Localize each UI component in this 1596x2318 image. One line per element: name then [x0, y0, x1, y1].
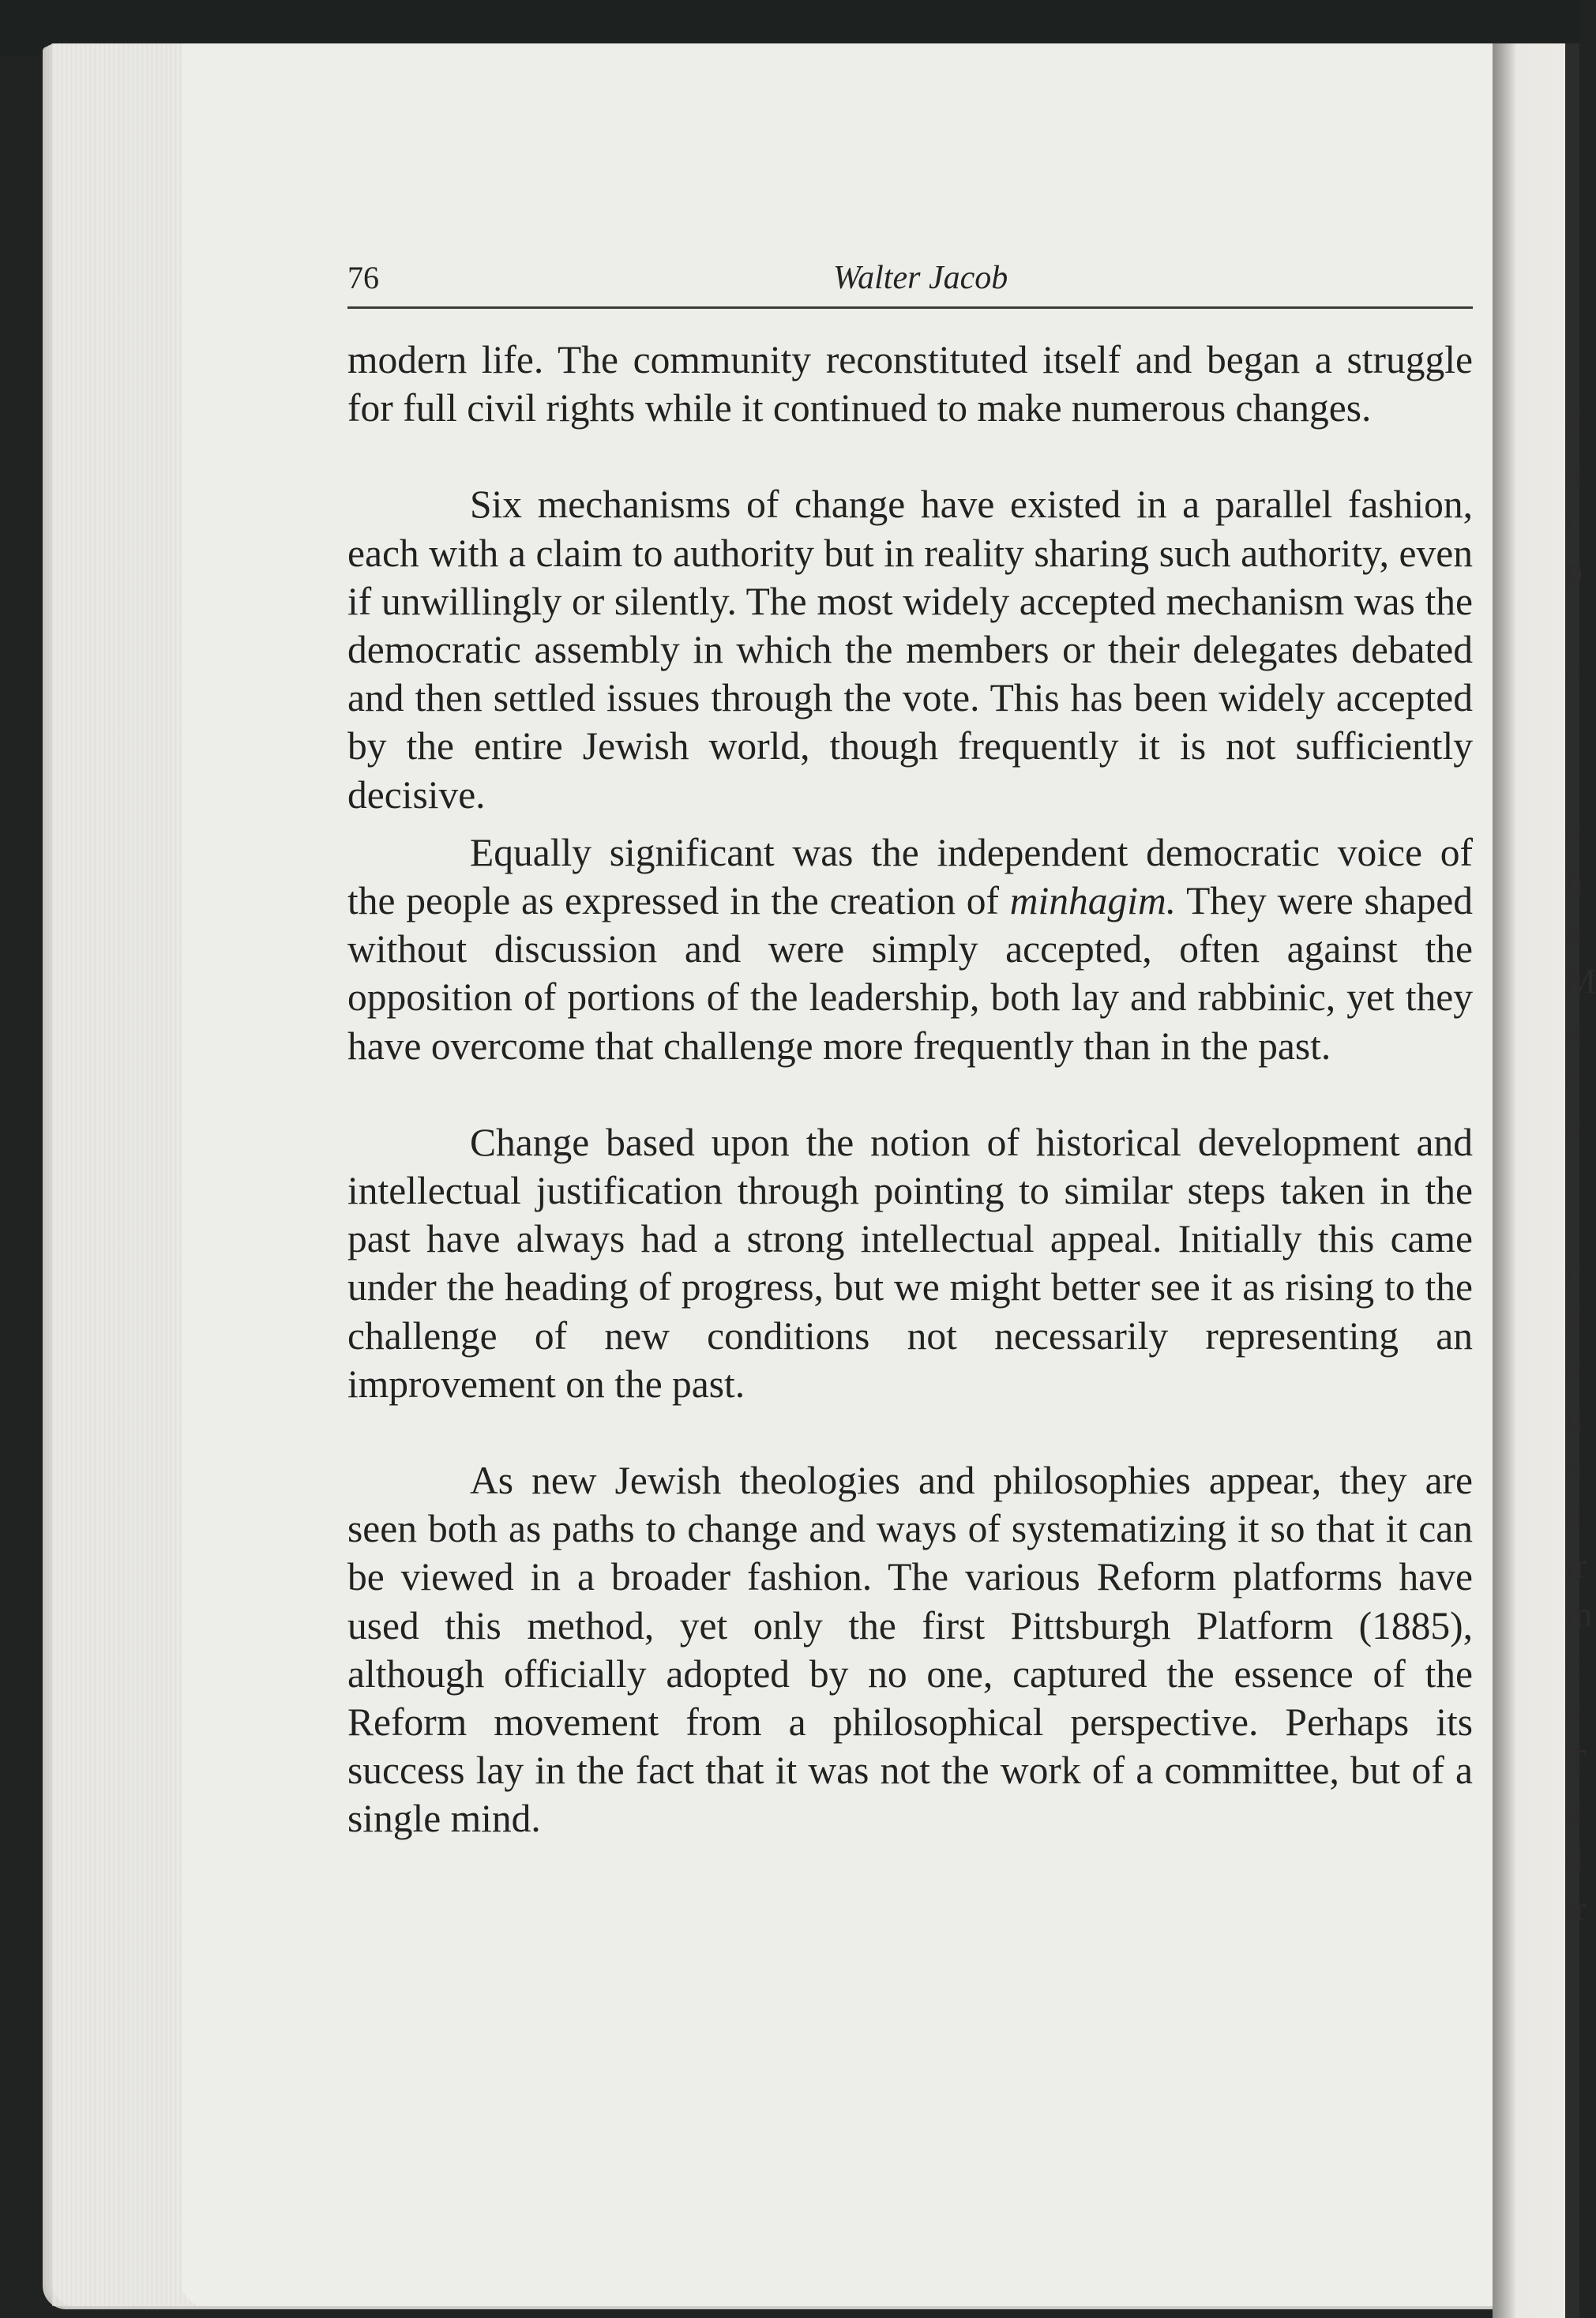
facing-page-letter: h — [1565, 864, 1583, 903]
facing-page-letter: ir — [1565, 1546, 1587, 1585]
facing-page-letter: tr — [1565, 1889, 1587, 1928]
facing-page-letter: u — [1565, 1399, 1583, 1438]
body-text — [347, 336, 1473, 1843]
facing-page-letter: m — [1565, 1595, 1593, 1634]
facing-page-letter: J — [1565, 404, 1579, 442]
facing-page-letter: r — [1565, 1253, 1577, 1291]
paragraph-text: Equally significant was the independent democratic voice of the people as expressed in the creation of — [347, 830, 1473, 923]
facing-page-letter: c — [1565, 1497, 1581, 1536]
page-gutter-shadow — [1493, 43, 1516, 2318]
facing-page-edge — [1565, 43, 1579, 2318]
facing-page-letter: M — [1565, 962, 1596, 1001]
facing-page-letter: d — [1565, 1840, 1583, 1879]
facing-page-letter: e — [1565, 1351, 1581, 1389]
facing-page-letter: p — [1565, 551, 1583, 590]
facing-page-letter: c — [1565, 1644, 1581, 1683]
facing-page-letter: t — [1565, 502, 1575, 541]
paragraph: Six mechanisms of change have existed in a parallel fashion, each with a claim to authority but in reality sharing such authority, even if unwillingly or silently. The most widely accepted mechanism was the democratic assembly in which the members or their delegates debated and then settled issues through the vote. This has been widely accepted by the entire Jewish world, though frequently it is not sufficiently decisive. — [347, 483, 1473, 817]
page-number: 76 — [347, 260, 379, 295]
facing-page-letter: e — [1565, 1109, 1581, 1148]
emphasis-term: minhagim. — [1009, 879, 1177, 923]
paragraph-text: They were shaped without discussion and were simply accepted, often against the opposition of portions of the leadership, both lay and rabbinic, yet they have overcome that challenge more frequently than in the past. — [347, 879, 1473, 1068]
facing-page-letter: J — [1565, 1302, 1579, 1340]
facing-page-letter: s — [1565, 1448, 1579, 1487]
facing-page-letter: c — [1565, 656, 1581, 695]
facing-page — [1493, 43, 1596, 2318]
facing-page-letter: e — [1565, 814, 1581, 853]
facing-page-letter: T — [1565, 1742, 1587, 1781]
facing-page-letter: a — [1565, 1011, 1581, 1050]
running-head: Walter Jacob — [833, 260, 1008, 296]
paragraph: Change based upon the notion of historical development and intellectual justification through pointing to similar steps taken in the past have always had a strong intellectual appeal. Initially this came under the heading of progress, but we might better see it as rising to the challenge of new conditions not necessarily representing an improvement on the past. — [347, 1120, 1473, 1406]
page-header — [347, 259, 1473, 309]
facing-page-letter: a — [1565, 913, 1581, 952]
facing-page-letter: a — [1565, 453, 1581, 492]
paragraph: modern life. The community reconstituted itself and began a struggle for full civil rights while it continued to make numerous changes. — [347, 338, 1473, 430]
facing-page-letter: c — [1565, 1060, 1581, 1099]
paragraph: As new Jewish theologies and philosophies appear, they are seen both as paths to change and ways of systematizing it so that it can be viewed in a broader fashion. The various Reform platforms have used this method, yet only the first Pittsburgh Platform (1885), although officially adopted by no one, captured the essence of the Reform movement from a philosophical perspective. Perhaps its success lay in the fact that it was not the work of a committee, but of a single mind. — [347, 1459, 1473, 1841]
paragraph — [347, 828, 1473, 1070]
facing-page-letter: e — [1565, 1693, 1581, 1732]
facing-page-letter: a — [1565, 1791, 1581, 1830]
